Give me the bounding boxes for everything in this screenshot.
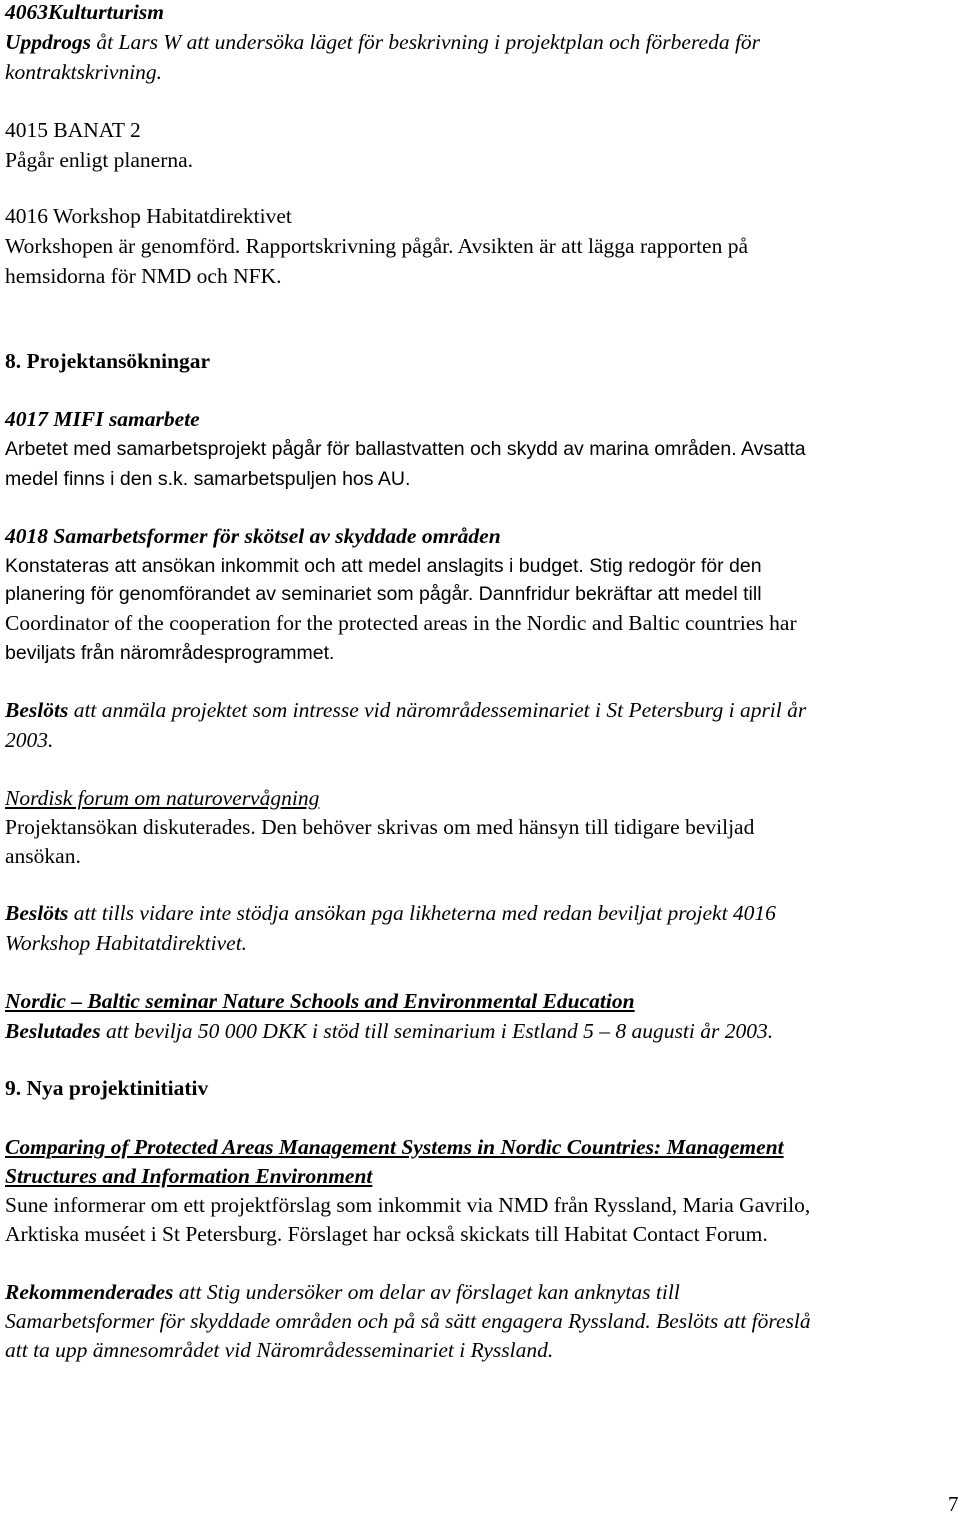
- recommendation-line-1: [5, 1277, 680, 1307]
- decision-1-line-2: 2003.: [5, 728, 54, 752]
- comparing-title-line-1: Comparing of Protected Areas Management Systems in Nordic Countries: Management: [5, 1135, 784, 1159]
- item-4015-title: 4015 BANAT 2: [5, 118, 141, 142]
- section-9-heading: 9. Nya projektinitiativ: [5, 1076, 209, 1100]
- nordic-baltic-seminar-text: att bevilja 50 000 DKK i stöd till seminarium i Estland 5 – 8 augusti år 2003.: [100, 1019, 774, 1043]
- item-4017-title: 4017 MIFI samarbete: [5, 407, 200, 431]
- item-4016-title: 4016 Workshop Habitatdirektivet: [5, 204, 292, 228]
- decision-2-text: att tills vidare inte stödja ansökan pga likheterna med redan beviljat projekt 4016: [68, 901, 776, 925]
- nordisk-forum-line-1: Projektansökan diskuterades. Den behöver skrivas om med hänsyn till tidigare beviljad: [5, 815, 755, 839]
- section-8-heading: 8. Projektansökningar: [5, 349, 211, 373]
- decision-keyword: Uppdrogs: [5, 30, 92, 54]
- nordic-baltic-seminar-title: Nordic – Baltic seminar Nature Schools and Environmental Education: [5, 989, 635, 1013]
- item-4018-line-3: Coordinator of the cooperation for the protected areas in the Nordic and Baltic countries har: [5, 611, 797, 635]
- recommendation-line-2: Samarbetsformer för skyddade områden och på så sätt engagera Ryssland. Beslöts att föreslå: [5, 1309, 811, 1333]
- nordisk-forum-line-2: ansökan.: [5, 844, 81, 868]
- item-4063-line-2: kontraktskrivning.: [5, 60, 163, 84]
- item-4018-line-1: Konstateras att ansökan inkommit och att medel anslagits i budget. Stig redogör för den: [5, 555, 762, 577]
- comparing-line-1: Sune informerar om ett projektförslag som inkommit via NMD från Ryssland, Maria Gavrilo,: [5, 1193, 811, 1217]
- page-number: 7: [948, 1492, 959, 1516]
- nordic-baltic-seminar-line-1: [5, 1016, 773, 1046]
- item-4018-line-2: planering för genomförandet av seminariet som pågår. Dannfridur bekräftar att medel till: [5, 583, 762, 605]
- decision-keyword: Beslöts: [5, 901, 69, 925]
- item-4016-line-1: Workshopen är genomförd. Rapportskrivning pågår. Avsikten är att lägga rapporten på: [5, 234, 748, 258]
- item-4017-line-1: Arbetet med samarbetsprojekt pågår för ballastvatten och skydd av marina områden. Avsatta: [5, 438, 806, 460]
- comparing-title-line-2: Structures and Information Environment: [5, 1164, 373, 1188]
- recommendation-line-3: att ta upp ämnesområdet vid Närområdesseminariet i Ryssland.: [5, 1338, 554, 1362]
- decision-2-line-1: [5, 898, 776, 928]
- item-4016-line-2: hemsidorna för NMD och NFK.: [5, 264, 282, 288]
- item-4015-line-1: Pågår enligt planerna.: [5, 148, 194, 172]
- item-4018-line-4: beviljats från närområdesprogrammet.: [5, 642, 335, 664]
- decision-keyword: Beslutades: [5, 1019, 101, 1043]
- item-4063-title: 4063Kulturturism: [5, 0, 164, 24]
- item-4063-line-1: [5, 27, 760, 57]
- item-4063-text: åt Lars W att undersöka läget för beskrivning i projektplan och förbereda för: [91, 30, 761, 54]
- recommendation-text: att Stig undersöker om delar av förslaget kan anknytas till: [173, 1280, 680, 1304]
- item-4018-title: 4018 Samarbetsformer för skötsel av skyddade områden: [5, 524, 501, 548]
- nordisk-forum-title: Nordisk forum om naturovervågning: [5, 786, 320, 810]
- decision-1-text: att anmäla projektet som intresse vid närområdesseminariet i St Petersburg i april år: [68, 698, 807, 722]
- decision-2-line-2: Workshop Habitatdirektivet.: [5, 931, 248, 955]
- recommendation-keyword: Rekommenderades: [5, 1280, 174, 1304]
- decision-keyword: Beslöts: [5, 698, 69, 722]
- comparing-line-2: Arktiska muséet i St Petersburg. Förslaget har också skickats till Habitat Contact Forum.: [5, 1222, 768, 1246]
- item-4017-line-2: medel finns i den s.k. samarbetspuljen hos AU.: [5, 468, 411, 490]
- decision-1-line-1: [5, 695, 806, 725]
